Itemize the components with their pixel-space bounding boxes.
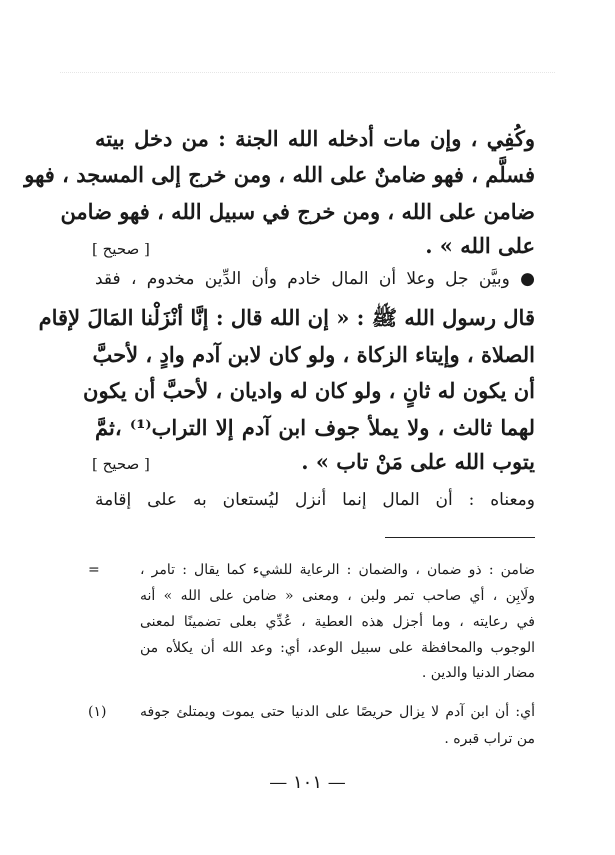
main-text-line-11: ومعناه : أن المال إنما أنزل ليُستعان به على إقامة [95, 490, 535, 510]
footnote-1-marker: (١) [88, 704, 107, 720]
footnote-continued-marker: = [88, 562, 100, 578]
footnote-1-line-1: أي: أن ابن آدم لا يزال حريصًا على الدنيا حتى يموت ويمتلئ جوفه [140, 704, 535, 720]
top-margin-rule [60, 72, 555, 73]
main-text-line-2: فسلَّم ، فهو ضامنٌ على الله ، ومن خرج إلى المسجد ، فهو [24, 162, 535, 187]
main-text-line-4: على الله » . [425, 233, 535, 258]
main-text-line-3: ضامن على الله ، ومن خرج في سبيل الله ، فهو ضامن [60, 199, 535, 224]
main-text-line-7: الصلاة ، وإيتاء الزكاة ، ولو كان لابن آدم وادٍ ، لأحبَّ [92, 342, 535, 367]
page-number: — ١٠١ — [269, 772, 346, 793]
hadith-grade-tag-2: [ صحيح ] [92, 455, 150, 473]
main-text-line-1: وكُفِي ، وإن مات أدخله الله الجنة : من دخل بيته [95, 126, 535, 151]
footnote-1-line-2: من تراب قبره . [444, 731, 535, 747]
footnote-line-3: في رعايته ، وما أجزل هذه العطية ، عُدِّي بعلى تضمينًا لمعنى [140, 614, 535, 630]
hadith-grade-tag-1: [ صحيح ] [92, 240, 150, 258]
footnote-separator [385, 537, 535, 538]
footnote-line-2: ولَابِن ، أي صاحب تمر ولبن ، ومعنى « ضامن على الله » أنه [140, 588, 535, 604]
main-text-line-8: أن يكون له ثانٍ ، ولو كان له واديان ، لأحبَّ أن يكون [83, 378, 535, 403]
main-text-line-9: لهما ثالث ، ولا يملأ جوف ابن آدم إلا التراب⁽¹⁾ ،ثمَّ [95, 415, 535, 440]
main-text-line-6: قال رسول الله ﷺ : « إن الله قال : إنَّا أنْزَلْنا المَالَ لإقام [38, 305, 535, 330]
footnote-line-1: ضامن : ذو ضمان ، والضمان : الرعاية للشيء كما يقال : تامر ، [140, 562, 535, 578]
main-text-line-10: يتوب الله على مَنْ تاب » . [301, 449, 535, 474]
footnote-line-5: مضار الدنيا والدين . [421, 665, 535, 681]
main-text-line-5: ● وبيَّن جل وعلا أن المال خادم وأن الدِّين مخدوم ، فقد [95, 269, 535, 289]
footnote-line-4: الوجوب والمحافظة على سبيل الوعد، أي: وعد الله أن يكلأه من [140, 640, 535, 656]
